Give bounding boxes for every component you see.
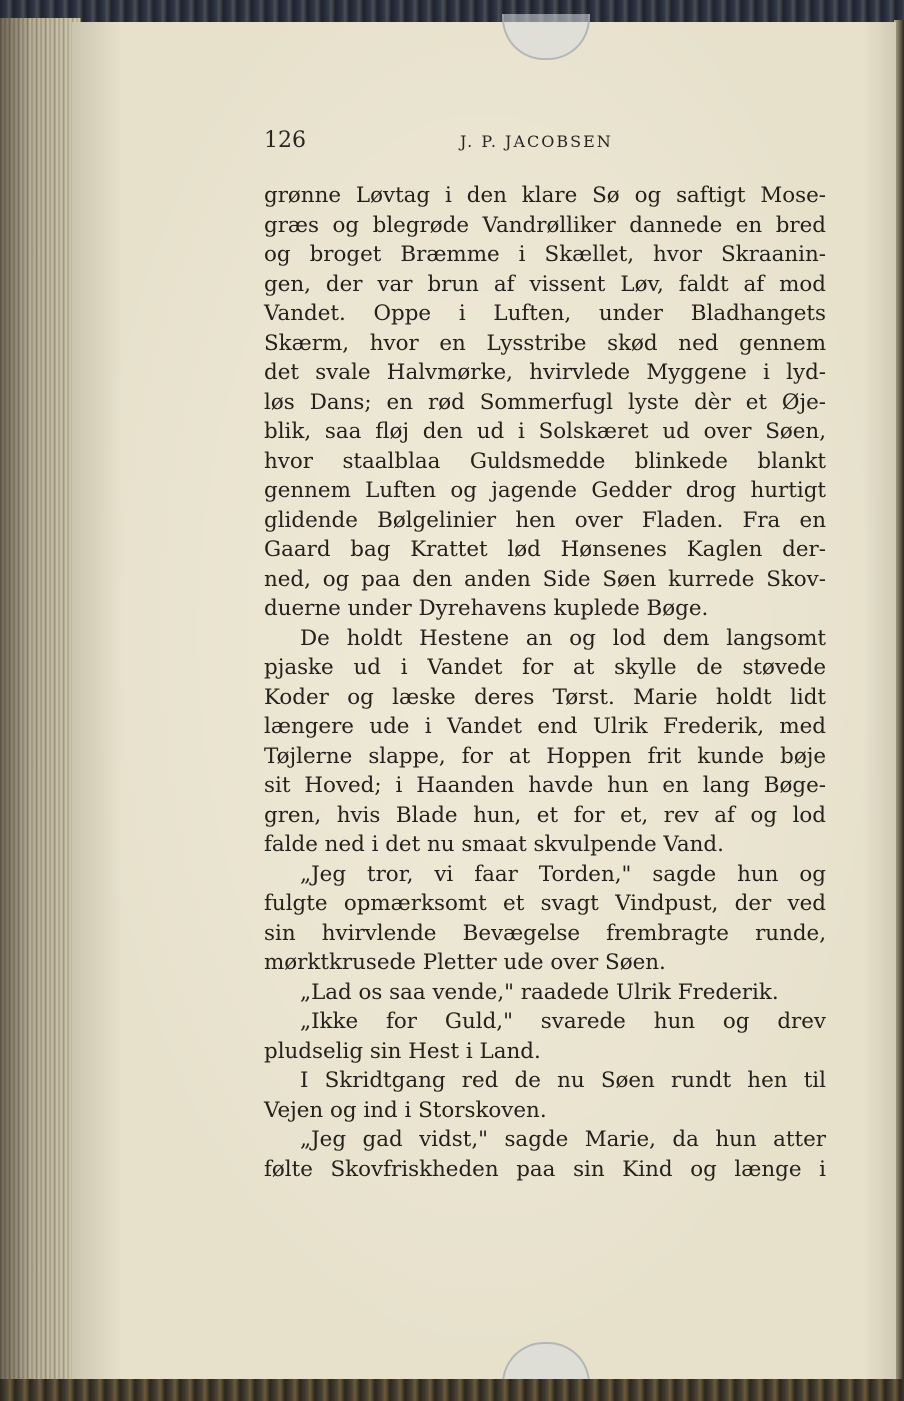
text-line: gennem Luften og jagende Gedder drog hurtigt bbox=[264, 478, 826, 503]
text-line: glidende Bølgelinier hen over Fladen. Fra en bbox=[264, 507, 826, 533]
text-line: grønne Løvtag i den klare Sø og saftigt Mose- bbox=[264, 183, 826, 208]
text-line: græs og blegrøde Vandrølliker dannede en bred bbox=[264, 212, 826, 238]
text-line: Tøjlerne slappe, for at Hoppen frit kunde bøje bbox=[264, 743, 826, 769]
text-line: Skærm, hvor en Lysstribe skød ned gennem bbox=[264, 330, 826, 356]
text-line: „Jeg gad vidst," sagde Marie, da hun atter bbox=[300, 1127, 826, 1152]
text-line: sit Hoved; i Haanden havde hun en lang Bøge- bbox=[264, 773, 826, 798]
text-line: gen, der var brun af vissent Løv, faldt af mod bbox=[264, 271, 826, 297]
page-number: 126 bbox=[264, 128, 306, 153]
text-line: længere ude i Vandet end Ulrik Frederik, med bbox=[264, 714, 826, 739]
text-line: Vejen og ind i Storskoven. bbox=[264, 1097, 547, 1123]
book-binding-bottom bbox=[0, 1379, 904, 1401]
text-line: gren, hvis Blade hun, et for et, rev af og lod bbox=[264, 802, 826, 828]
text-line: blik, saa fløj den ud i Solskæret ud over Søen, bbox=[264, 419, 826, 444]
text-line: Koder og læske deres Tørst. Marie holdt lidt bbox=[264, 684, 826, 710]
page-header bbox=[264, 128, 824, 158]
text-line: falde ned i det nu smaat skvulpende Vand. bbox=[264, 832, 724, 857]
text-line: „Ikke for Guld," svarede hun og drev bbox=[300, 1009, 826, 1034]
text-line: fulgte opmærksomt et svagt Vindpust, der ved bbox=[264, 891, 826, 916]
text-line: mørktkrusede Pletter ude over Søen. bbox=[264, 950, 666, 975]
page-edges-shade bbox=[0, 18, 80, 1384]
text-line: „Jeg tror, vi faar Torden," sagde hun og bbox=[300, 861, 826, 887]
text-line: De holdt Hestene an og lod dem langsomt bbox=[300, 625, 826, 651]
body-text bbox=[264, 181, 826, 1184]
text-line: duerne under Dyrehavens kuplede Bøge. bbox=[264, 596, 709, 621]
text-line: pludselig sin Hest i Land. bbox=[264, 1038, 541, 1064]
text-line: hvor staalblaa Guldsmedde blinkede blankt bbox=[264, 448, 826, 474]
text-line: „Lad os saa vende," raadede Ulrik Frederik. bbox=[300, 979, 779, 1005]
text-line: I Skridtgang red de nu Søen rundt hen til bbox=[300, 1068, 826, 1093]
book-binding-top bbox=[0, 0, 904, 24]
text-line: og broget Bræmme i Skællet, hvor Skraanin- bbox=[264, 242, 826, 267]
page-clip-top bbox=[502, 14, 590, 60]
running-head: J. P. JACOBSEN bbox=[460, 132, 613, 151]
text-line: Vandet. Oppe i Luften, under Bladhangets bbox=[264, 301, 826, 326]
text-line: Gaard bag Krattet lød Hønsenes Kaglen der- bbox=[264, 537, 826, 562]
text-line: det svale Halvmørke, hvirvlede Myggene i lyd- bbox=[264, 360, 826, 385]
text-line: pjaske ud i Vandet for at skylle de støvede bbox=[264, 655, 826, 680]
text-line: ned, og paa den anden Side Søen kurrede Skov- bbox=[264, 566, 826, 592]
text-line: sin hvirvlende Bevægelse frembragte runde, bbox=[264, 920, 826, 946]
text-line: følte Skovfriskheden paa sin Kind og længe i bbox=[264, 1156, 826, 1182]
text-line: løs Dans; en rød Sommerfugl lyste dèr et Øje- bbox=[264, 389, 826, 415]
